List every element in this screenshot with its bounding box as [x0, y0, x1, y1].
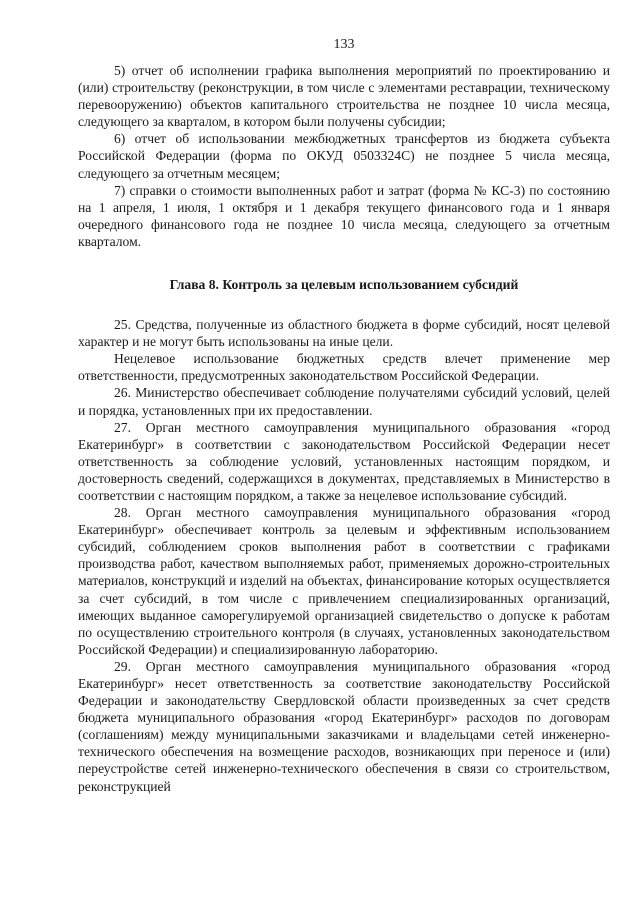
list-item-6: 6) отчет об использовании межбюджетных трансфертов из бюджета субъекта Российской Федерации (форма по ОКУД 0503324С) не позднее 5 числа месяца, следующего за отчетным месяцем; — [78, 131, 610, 181]
paragraph-29: 29. Орган местного самоуправления муниципального образования «город Екатеринбург» несет ответственность за соответствие законодательству Российской Федерации и законодательству Свердловской области произведенных за счет средств бюджета муниципального образования «город Екатеринбург» расходов по договорам (соглашениям) между муниципальными заказчиками и владельцами сетей инженерно-технического обеспечения на возмещение расходов, возникающих при переносе и (или) переустройстве сетей инженерно-технического обеспечения в связи со строительством, реконструкцией — [78, 658, 610, 794]
paragraph-27: 27. Орган местного самоуправления муниципального образования «город Екатеринбург» в соответствии с законодательством Российской Федерации несет ответственность за соблюдение условий, установленных настоящим порядком, и достоверность сведений, содержащихся в документах, представляемых в Министерство в соответствии с настоящим порядком, а также за нецелевое использование субсидий. — [78, 419, 610, 503]
paragraph-26: 26. Министерство обеспечивает соблюдение получателями субсидий условий, целей и порядка, установленных при их предоставлении. — [78, 385, 610, 418]
paragraph-misuse-liability: Нецелевое использование бюджетных средств влечет применение мер ответственности, предусмотренных законодательством Российской Федерации. — [78, 351, 610, 384]
chapter-heading: Глава 8. Контроль за целевым использованием субсидий — [169, 277, 519, 293]
list-item-5: 5) отчет об исполнении графика выполнения мероприятий по проектированию и (или) строительству (реконструкции, в том числе с элементами реставрации, техническому перевооружению) объектов капитального строительства не позднее 10 числа месяца, следующего за кварталом, в котором были получены субсидии; — [78, 63, 610, 130]
paragraph-25: 25. Средства, полученные из областного бюджета в форме субсидий, носят целевой характер и не могут быть использованы на иные цели. — [78, 317, 610, 350]
paragraph-28: 28. Орган местного самоуправления муниципального образования «город Екатеринбург» обеспечивает контроль за целевым и эффективным использованием субсидий, соблюдением сроков выполнения работ в соответствии с графиками производства работ, качеством выполняемых работ, применяемых дорожно-строительных материалов, конструкций и изделий на объектах, финансирование которых осуществляется за счет субсидий, в том числе с привлечением специализированных организаций, имеющих выданное саморегулируемой организацией свидетельство о допуске к работам по осуществлению строительного контроля (в случаях, установленных законодательством Российской Федерации) и специализированную лабораторию. — [78, 505, 610, 657]
page-number: 133 — [333, 37, 355, 52]
document-page — [78, 36, 610, 795]
list-item-7: 7) справки о стоимости выполненных работ и затрат (форма № КС-3) по состоянию на 1 апреля, 1 июля, 1 октября и 1 декабря текущего финансового года и 1 января очередного финансового года не позднее 10 числа месяца, следующего за отчетным кварталом. — [78, 182, 610, 249]
